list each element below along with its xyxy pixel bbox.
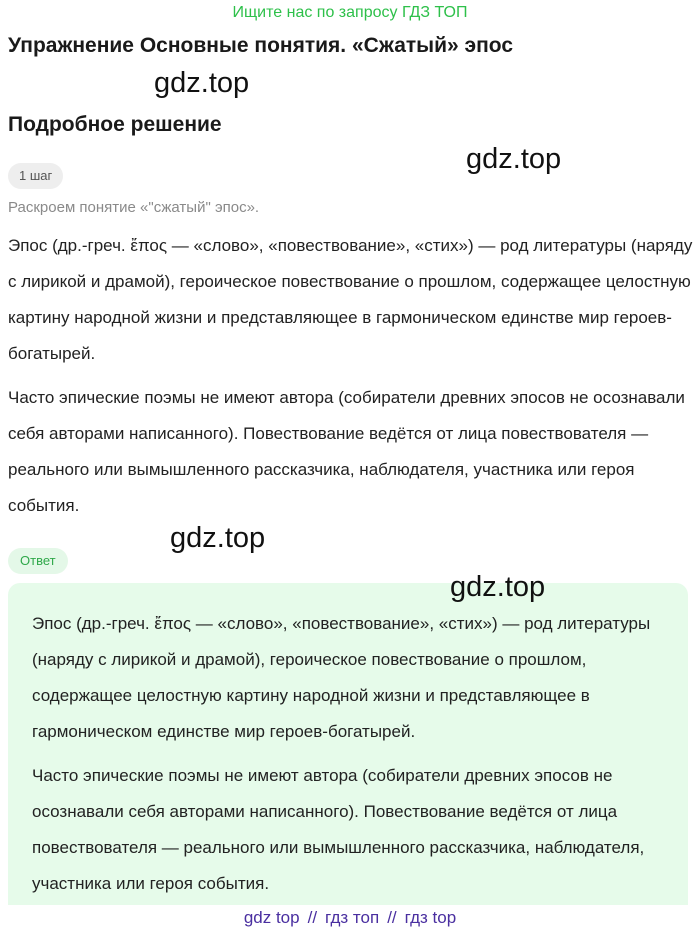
answer-paragraph: Эпос (др.-греч. ἔπος — «слово», «повествование», «стих») — род литературы (наряду с лирикой и драмой), героическое повествование о прошлом, содержащее целостную картину народной жизни и представляющее в гармоническом единстве мир героев-богатырей.	[32, 614, 651, 741]
footer-link-gdz-top-mixed[interactable]: гдз top	[404, 908, 457, 927]
watermark: gdz.top	[154, 67, 250, 99]
answer-paragraph: Часто эпические поэмы не имеют автора (собиратели древних эпосов не осознавали себя авторами написанного). Повествование ведётся от лица повествователя — реального или вымышленного рассказчика, наблюдателя, участника или героя события.	[32, 766, 645, 893]
watermark: gdz.top	[170, 522, 266, 554]
footer-separator: //	[387, 908, 397, 927]
footer-separator: //	[307, 908, 318, 927]
solution-paragraph: Эпос (др.-греч. ἔπος — «слово», «повествование», «стих») — род литературы (наряду с лирикой и драмой), героическое повествование о прошлом, содержащее целостную картину народной жизни и представляющее в гармоническом единстве мир героев-богатырей.	[8, 236, 693, 363]
step-hint: Раскроем понятие «"сжатый" эпос».	[8, 199, 260, 216]
step-badge: 1 шаг	[8, 163, 63, 189]
answer-badge: Ответ	[8, 548, 68, 574]
footer-link-gdz-top-ru[interactable]: гдз топ	[325, 908, 380, 927]
exercise-title: Упражнение Основные понятия. «Сжатый» эпос	[8, 34, 514, 57]
solution-heading: Подробное решение	[8, 113, 222, 136]
watermark: gdz.top	[450, 571, 546, 603]
watermark: gdz.top	[466, 143, 562, 175]
footer-links	[0, 907, 700, 929]
answer-body	[32, 606, 664, 902]
footer-link-gdz-top[interactable]: gdz top	[243, 908, 300, 927]
answer-box	[8, 583, 688, 905]
promo-banner[interactable]: Ищите нас по запросу ГДЗ ТОП	[232, 4, 468, 21]
solution-body	[8, 228, 693, 524]
solution-paragraph: Часто эпические поэмы не имеют автора (собиратели древних эпосов не осознавали себя авторами написанного). Повествование ведётся от лица повествователя — реального или вымышленного рассказчика, наблюдателя, участника или героя события.	[8, 388, 685, 515]
